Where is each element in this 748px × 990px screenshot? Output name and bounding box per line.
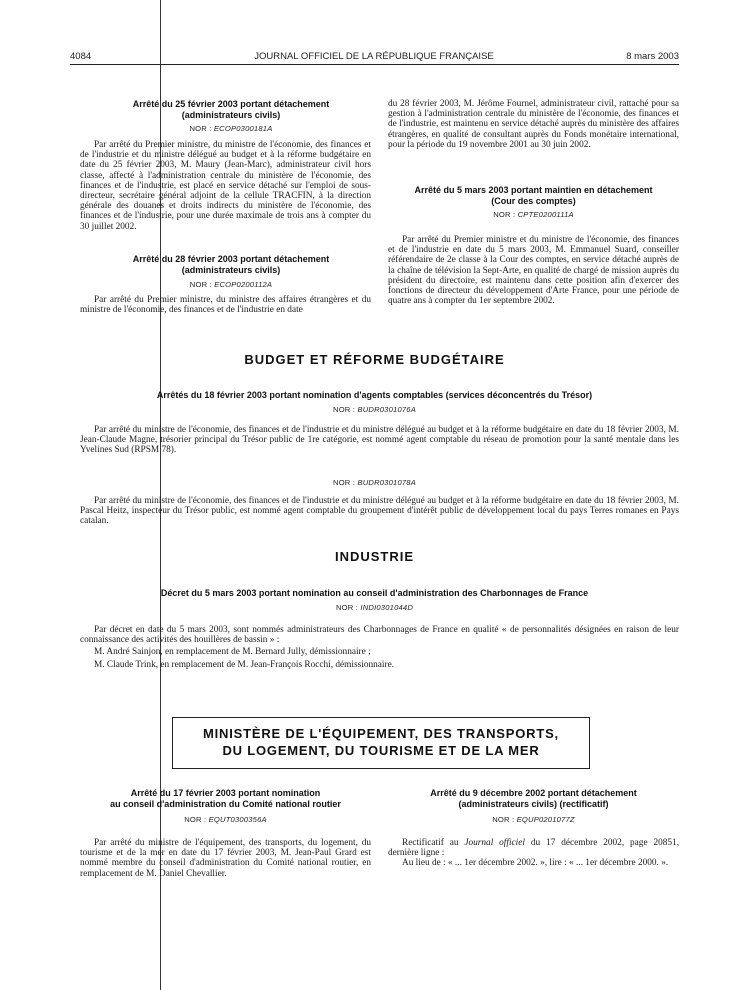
- arrete-5-body: [80, 838, 371, 879]
- arrete-6-title-line1: Arrêté du 9 décembre 2002 portant détachement: [430, 788, 637, 798]
- nor-label: NOR :: [493, 210, 516, 219]
- nor-label: NOR :: [335, 603, 359, 612]
- continuation-text: [388, 99, 679, 150]
- ministere-box: [172, 717, 590, 769]
- arrete-2-title: [92, 254, 370, 275]
- arrete-2-text: Par arrêté du Premier ministre, du ministre des affaires étrangères et du ministre de l'économie, des finances et de l'industrie en date: [80, 295, 371, 316]
- nor-code: INDI0301044D: [360, 603, 414, 612]
- arrete-5-title-line1: Arrêté du 17 février 2003 portant nomination: [130, 788, 321, 798]
- budget-text-1: Par arrêté du ministre de l'économie, des finances et de l'industrie et du ministre délégué au budget et à la réforme budgétaire en date du 18 février 2003, M. Jean-Claude Magne, trésorier principal du Trésor public de 1re catégorie, est nommé agent comptable du réseau de promotion pour la santé mentale dans les Yvelines Sud (RPSM 78).: [80, 425, 679, 456]
- ministere-heading: [173, 718, 589, 759]
- nor-label: NOR :: [333, 478, 356, 487]
- rectificatif-correction: Au lieu de : « ... 1er décembre 2002. », lire : « ... 1er décembre 2000. ».: [402, 858, 669, 869]
- industrie-body: [80, 625, 679, 670]
- arrete-2-body: [80, 295, 371, 315]
- nor-code: ECOP0200112A: [214, 280, 273, 289]
- nor-code: EQUT0300356A: [208, 815, 267, 824]
- arrete-3-body: [388, 235, 679, 306]
- budget-nor-1: [70, 405, 679, 414]
- issue-date: 8 mars 2003: [626, 51, 679, 62]
- rectificatif-journal: Journal officiel: [464, 838, 525, 848]
- nor-code: EQUP0201077Z: [516, 815, 575, 824]
- journal-title: JOURNAL OFFICIEL DE LA RÉPUBLIQUE FRANÇAISE: [254, 51, 494, 62]
- arrete-6-text: [388, 838, 679, 858]
- nor-label: NOR :: [333, 405, 356, 414]
- nor-label: NOR :: [184, 815, 207, 824]
- arrete-6-body: [388, 838, 679, 869]
- nor-code: BUDR0301078A: [357, 478, 416, 487]
- arrete-2-nor: [92, 280, 370, 289]
- arrete-3-title: [388, 185, 679, 206]
- budget-heading: BUDGET ET RÉFORME BUDGÉTAIRE: [244, 352, 505, 367]
- nor-code: BUDR0301076A: [357, 405, 416, 414]
- arrete-1-text: Par arrêté du Premier ministre, du ministre de l'économie, des finances et de l'industrie et du ministre délégué au budget et à la réforme budgétaire en date du 25 février 2003, M. Maury (Jean-Marc), administrateur civil hors classe, affecté à l'administration centrale du ministère de l'économie, des finances et de l'industrie, est placé en service détaché sur l'emploi de sous-directeur, secrétaire général adjoint de la cellule TRACFIN, à la direction générale des douanes et droits indirects du ministère de l'économie, des finances et de l'industrie, pour une durée maximale de trois ans à compter du 30 juillet 2002.: [80, 140, 371, 232]
- industrie-line-2: M. Claude Trink, en remplacement de M. Jean-François Rocchi, démissionnaire.: [94, 659, 395, 670]
- industrie-heading: INDUSTRIE: [334, 549, 415, 564]
- continuation-paragraph: du 28 février 2003, M. Jérôme Fournel, administrateur civil, rattaché pour sa gestion à l'administration centrale du ministère de l'économie, des finances et de l'industrie, est maintenu en service détaché auprès du ministère des affaires étrangères, en qualité de consultant auprès du Fonds monétaire international, pour la période du 19 novembre 2001 au 30 juin 2002.: [388, 99, 679, 150]
- industrie-text: Par décret en date du 5 mars 2003, sont nommés administrateurs des Charbonnages de France en qualité « de personnalités désignées en raison de leur connaissance des activités des houillères de bassin » :: [80, 625, 679, 646]
- nor-code: ECOP0300181A: [213, 124, 273, 133]
- arrete-3-title-line2: (Cour des comptes): [491, 195, 576, 206]
- industrie-title: Décret du 5 mars 2003 portant nomination au conseil d'administration des Charbonnages de France: [160, 588, 589, 598]
- ministere-line-2: DU LOGEMENT, DU TOURISME ET DE LA MER: [222, 743, 540, 758]
- nor-label: NOR :: [189, 280, 212, 289]
- rectificatif-post: du 17 décembre 2002, page 20851, dernière ligne :: [388, 838, 680, 859]
- arrete-6-title: [388, 788, 679, 809]
- budget-title: Arrêtés du 18 février 2003 portant nomination d'agents comptables (services déconcentrés du Trésor): [156, 390, 593, 400]
- arrete-5-nor: [80, 815, 371, 824]
- arrete-5-title-line2: au conseil d'administration du Comité national routier: [110, 798, 341, 809]
- nor-code: CPTE0200111A: [517, 210, 574, 219]
- industrie-line-1: M. André Sainjon, en remplacement de M. Bernard Jully, démissionnaire ;: [94, 647, 371, 658]
- arrete-3-title-line1: Arrêté du 5 mars 2003 portant maintien en détachement: [414, 185, 653, 195]
- arrete-6-nor: [388, 815, 679, 824]
- budget-text-2: Par arrêté du ministre de l'économie, des finances et de l'industrie et du ministre délégué au budget et à la réforme budgétaire en date du 18 février 2003, M. Pascal Heitz, inspecteur du Trésor public, est nommé agent comptable du groupement d'intérêt public de développement local du pays Terres romanes en Pays catalan.: [80, 496, 679, 527]
- industrie-nor: [70, 603, 679, 612]
- arrete-3-text: Par arrêté du Premier ministre et du ministre de l'économie, des finances et de l'industrie en date du 5 mars 2003, M. Emmanuel Suard, conseiller référendaire de 2e classe à la Cour des comptes, en service détaché auprès de la chaîne de télévision la Sept-Arte, en qualité de chargé de mission auprès du président du directoire, est maintenu dans cette position afin d'exercer des fonctions de directeur du développement d'Arte France, pour une période de quatre ans à compter du 1er septembre 2002.: [388, 235, 679, 307]
- arrete-1-nor: [92, 124, 370, 133]
- nor-label: NOR :: [492, 815, 515, 824]
- arrete-1-title-line2: (administrateurs civils): [181, 109, 281, 120]
- arrete-2-title-line1: Arrêté du 28 février 2003 portant détachement: [132, 254, 330, 264]
- arrete-2-title-line2: (administrateurs civils): [181, 264, 281, 275]
- ministere-line-1: MINISTÈRE DE L'ÉQUIPEMENT, DES TRANSPORTS,: [203, 726, 559, 741]
- arrete-5-title: [80, 788, 371, 809]
- arrete-5-text: Par arrêté du ministre de l'équipement, des transports, du logement, du tourisme et de la mer en date du 17 février 2003, M. Jean-Paul Grard est nommé membre du conseil d'administration du Comité national routier, en remplacement de M. Daniel Chevallier.: [80, 838, 371, 879]
- page-number: 4084: [70, 51, 92, 62]
- arrete-6-title-line2: (administrateurs civils) (rectificatif): [458, 798, 609, 809]
- budget-nor-2: [70, 478, 679, 487]
- budget-body-2: [80, 496, 679, 527]
- arrete-1-body: [80, 140, 371, 232]
- arrete-1-title: [92, 99, 370, 120]
- arrete-1-title-line1: Arrêté du 25 février 2003 portant détachement: [132, 99, 330, 109]
- arrete-3-nor: [388, 210, 679, 219]
- rectificatif-pre: Rectificatif au: [402, 838, 459, 848]
- budget-body-1: [80, 425, 679, 456]
- nor-label: NOR :: [189, 124, 212, 133]
